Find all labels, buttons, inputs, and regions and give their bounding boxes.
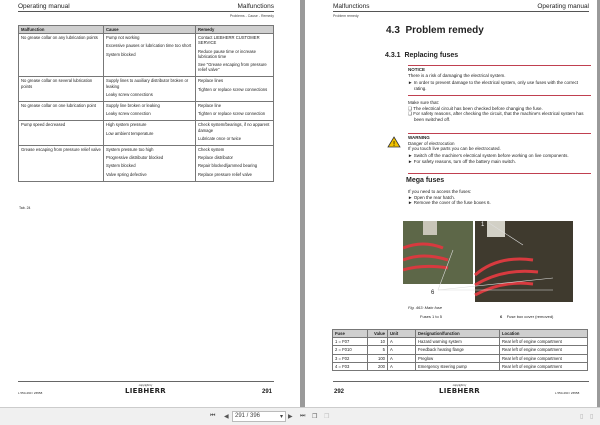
notice-rule (408, 65, 591, 66)
callout-6: 6 (431, 290, 435, 296)
viewer-toolbar (0, 407, 600, 425)
col-header: Remedy (196, 26, 274, 34)
cause: Excessive pauses or lubrication time too short (106, 43, 192, 49)
svg-text:!: ! (392, 140, 396, 148)
warning-title: WARNING (408, 135, 430, 140)
warning-step: For safety reasons, turn off the battery main switch. (413, 159, 516, 165)
col-header: Cause (104, 26, 196, 34)
fuse-cell: 3 = F02 (333, 354, 368, 362)
col-header: Unit (388, 330, 416, 338)
figure-caption: Fig. 463: Main fuse (408, 305, 443, 310)
header-left: Malfunctions (333, 3, 370, 10)
cause: Supply line broken or leaking (106, 103, 160, 109)
fuse-cell: 2 = F010 (333, 346, 368, 354)
location-cell: Rear left of engine compartment (500, 346, 588, 354)
remedy-cell (196, 146, 274, 182)
two-page-view-icon[interactable]: ❐ (324, 414, 330, 420)
warning-triangle-icon (387, 136, 401, 148)
subheader: Problem remedy (333, 14, 359, 18)
page-field-text: 291 / 396 (235, 413, 261, 419)
warning-step: Switch off the machine's electrical system before working on live components. (413, 152, 569, 158)
unit-cell: A (388, 354, 416, 362)
first-page-icon[interactable]: ⏮ (210, 413, 216, 419)
single-page-view-icon[interactable]: ❐ (312, 414, 318, 420)
cause-cell (104, 77, 196, 102)
cause: High system pressure (106, 122, 147, 128)
notice-title: NOTICE (408, 67, 426, 72)
col-header: Location (500, 330, 588, 338)
fuse-photo (403, 220, 573, 302)
checklist: Make sure that: ❑ The electrical circuit has been checked before changing the fuse. ❑ For safety reasons, after checking the circuit, that the machine's electrical system has been switched off. (408, 100, 584, 122)
bookmark-icon[interactable]: ▯ (580, 414, 584, 420)
remedy: Repair blocked/jammed bearing (198, 163, 258, 169)
table-row (333, 354, 588, 362)
cause-cell (104, 34, 196, 77)
remedy: Tighten or replace screw connection (198, 111, 266, 117)
prev-page-icon[interactable]: ◀ (224, 414, 229, 420)
value-cell: 10 (368, 338, 388, 346)
liebherr-logo (439, 384, 480, 395)
notice-box: NOTICE There is a risk of damaging the electrical system. ► In order to prevent damage to the electrical system, only use fuses with the correct rating. (408, 67, 579, 91)
access-steps: If you need to access the fuses: ► Open the rear hatch. ► Remove the cover of the fuse boxes 6. (408, 189, 491, 206)
col-header: Value (368, 330, 388, 338)
logo-text: LIEBHERR (125, 387, 167, 395)
remedy: Check system (198, 147, 225, 153)
remedy-cell (196, 102, 274, 121)
malfunction-cell: No grease collar on several lubrication points (19, 77, 104, 102)
header-right: Operating manual (537, 3, 589, 10)
header-right: Malfunctions (237, 3, 274, 10)
cause: System blocked (106, 51, 136, 57)
warning-box: WARNING Danger of electrocution If you touch live parts you can be electrocuted. ► Switch off the machine's electrical system before working on live components. ► For safety reasons, turn off the battery main switch. (408, 135, 569, 165)
unit-cell: A (388, 362, 416, 370)
malfunction-table (18, 25, 274, 182)
remedy: Replace lines (198, 78, 224, 84)
table-row (19, 34, 274, 77)
value-cell: 100 (368, 354, 388, 362)
malfunction-cell: Grease escaping from pressure relief valve (19, 146, 104, 182)
right-page (305, 0, 597, 407)
footer-line (18, 381, 274, 382)
notice-step: In order to prevent damage to the electrical system, only use fuses with the correct rating. (413, 80, 579, 91)
logo-tag: copyright by (452, 384, 467, 387)
make-sure-text: Make sure that: (408, 100, 440, 105)
remedy: Reduce pause time or increase lubrication time (198, 48, 256, 59)
page-header (18, 3, 274, 12)
last-page-icon[interactable]: ⏭ (300, 413, 306, 419)
table-caption: Tab. 24 (19, 206, 31, 210)
malfunction-cell: No grease collar on one lubrication point (19, 102, 104, 121)
access-step: Remove the cover of the fuse boxes 6. (413, 200, 491, 206)
table-row (333, 362, 588, 370)
cause-cell (104, 146, 196, 182)
next-page-icon[interactable]: ▶ (288, 414, 293, 420)
table-row (19, 102, 274, 121)
access-step: Open the rear hatch. (413, 194, 455, 200)
left-page (0, 0, 300, 407)
check-item: The electrical circuit has been checked before changing the fuse. (413, 105, 543, 111)
remedy: Check system/bearings, if no apparent damage (198, 122, 270, 133)
warning-text: If you touch live parts you can be electrocuted. (408, 146, 501, 152)
page-number: 292 (334, 389, 345, 395)
remedy: See "Grease escaping from pressure relief valve" (198, 62, 267, 73)
subsection-title: Replacing fuses (404, 52, 459, 59)
value-cell: 5 (368, 346, 388, 354)
cause: Low ambient temperature (106, 130, 154, 136)
cause: Supply lines to auxiliary distributor broken or leaking (106, 78, 189, 89)
section-title: Problem remedy (405, 25, 484, 36)
cause-cell (104, 102, 196, 121)
remedy: Replace pressure relief valve (198, 171, 252, 177)
section-number: 4.3 (386, 25, 400, 36)
legend-number: 6 (500, 314, 503, 319)
location-cell: Rear left of engine compartment (500, 362, 588, 370)
table-row (333, 338, 588, 346)
designation-cell: Feedback heating flange (416, 346, 500, 354)
page-header (333, 3, 589, 12)
col-header: Malfunction (19, 26, 104, 34)
cause: System pressure too high (106, 147, 154, 153)
designation-cell: Emergency steering pump (416, 362, 500, 370)
malfunction-cell: No grease collar on any lubrication points (19, 34, 104, 77)
notice-text: There is a risk of damaging the electrical system. (408, 72, 506, 78)
bookmark2-icon[interactable]: ▯ (590, 414, 594, 420)
notice-rule (408, 95, 591, 96)
cause: Progressive distributor blocked (106, 155, 164, 161)
designation-cell: Preglow (416, 354, 500, 362)
logo-tag: copyright by (138, 384, 153, 387)
location-cell: Rear left of engine compartment (500, 338, 588, 346)
subheader: Problems - Cause - Remedy (229, 14, 274, 18)
col-header: Designation/function (416, 330, 500, 338)
cause: System blocked (106, 163, 136, 169)
liebherr-logo (125, 384, 166, 395)
value-cell: 200 (368, 362, 388, 370)
table-row (19, 121, 274, 146)
remedy: Replace distributor (198, 155, 233, 161)
malfunction-cell: Pump speed decreased (19, 121, 104, 146)
warning-rule (408, 133, 591, 134)
cause-cell (104, 121, 196, 146)
table-row (19, 77, 274, 102)
page-number-input[interactable]: 291 / 396 ▾ (232, 411, 286, 422)
table-row (333, 346, 588, 354)
doc-number: L 550-490 / 26558 (18, 391, 43, 395)
fuse-cell: 1 = F07 (333, 338, 368, 346)
unit-cell: A (388, 346, 416, 354)
warning-subtitle: Danger of electrocution (408, 140, 455, 146)
subsection-heading (385, 52, 458, 59)
unit-cell: A (388, 338, 416, 346)
cause: Valve spring defective (106, 171, 147, 177)
mega-fuses-heading: Mega fuses (406, 177, 445, 184)
page-number: 291 (262, 389, 273, 395)
remedy-cell (196, 77, 274, 102)
remedy: Tighten or replace screw connections (198, 86, 268, 92)
fuse-cell: 4 = F03 (333, 362, 368, 370)
check-item: For safety reasons, after checking the circuit, that the machine's electrical system has been switched off. (413, 111, 584, 122)
subsection-number: 4.3.1 (385, 52, 401, 59)
section-heading (386, 25, 484, 36)
cause: Leaky screw connections (106, 91, 153, 97)
remedy-cell (196, 34, 274, 77)
location-cell: Rear left of engine compartment (500, 354, 588, 362)
col-header: Fuse (333, 330, 368, 338)
remedy: Lubricate once or twice (198, 135, 242, 141)
designation-cell: Hazard warning system (416, 338, 500, 346)
callout-1: 1 (481, 222, 485, 228)
cause: Leaky screw connection (106, 111, 151, 117)
logo-text: LIEBHERR (439, 387, 481, 395)
remedy-cell (196, 121, 274, 146)
table-row (19, 146, 274, 182)
cause: Pump not working (106, 35, 140, 41)
warning-rule (408, 173, 591, 174)
header-left: Operating manual (18, 3, 70, 10)
remedy: Replace line (198, 103, 222, 109)
access-text: If you need to access the fuses: (408, 189, 472, 194)
legend-item: Fuses 1 to 5 (420, 314, 443, 319)
footer-line (333, 381, 589, 382)
fuse-table (332, 329, 588, 371)
legend-item: Fuse box cover (removed) (506, 314, 554, 319)
remedy: Contact LIEBHERR CUSTOMER SERVICE (198, 35, 260, 46)
doc-number: L 550-490 / 26558 (555, 391, 580, 395)
